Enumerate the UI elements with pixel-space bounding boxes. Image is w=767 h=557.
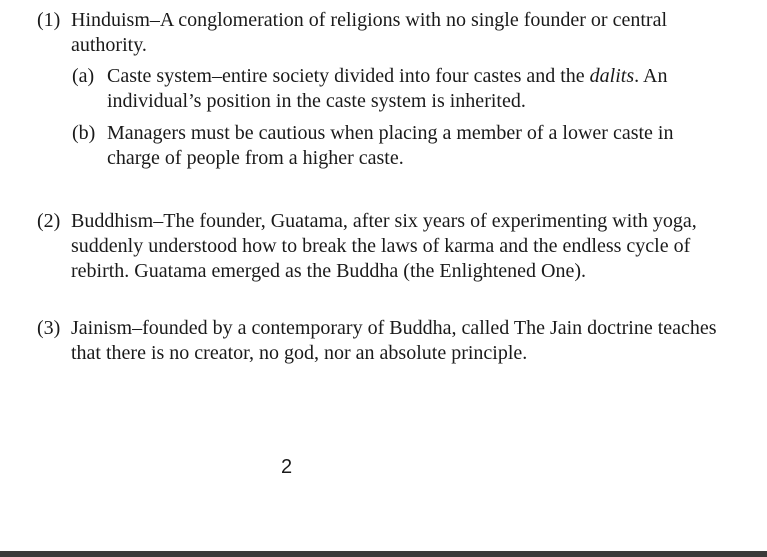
text-segment: Caste system–entire society divided into four castes and the [107,65,590,87]
text-segment: . An individual’s position in the caste system is inherited. [107,65,668,112]
list-marker: (1) [37,9,61,31]
sublist-item-text [107,64,727,114]
sublist-item-text: Managers must be cautious when placing a member of a lower caste in charge of people from a higher caste. [107,122,674,169]
italic-term-dalits: dalits [589,65,635,87]
sublist-item-managers [72,121,752,171]
list-item-text: Buddhism–The founder, Guatama, after six years of experimenting with yoga, suddenly understood how to break the laws of karma and the endless cycle of rebirth. Guatama emerged as the Buddha (the Enlightened One). [71,210,697,282]
list-item-text: Jainism–founded by a contemporary of Buddha, called The Jain doctrine teaches that there is no creator, no god, nor an absolute principle. [71,317,717,364]
list-marker: (3) [37,317,61,339]
sublist-item-caste-system [72,64,752,114]
list-item-buddhism [37,209,737,309]
list-item-text: Hinduism–A conglomeration of religions with no single founder or central authority. [71,9,667,56]
list-marker: (2) [37,210,61,232]
list-item-jainism [37,316,737,366]
sublist-marker: (b) [72,122,96,144]
page-number: 2 [281,456,293,478]
bottom-border [0,551,767,557]
sublist-marker: (a) [72,65,95,87]
list-item-hinduism [37,8,737,58]
